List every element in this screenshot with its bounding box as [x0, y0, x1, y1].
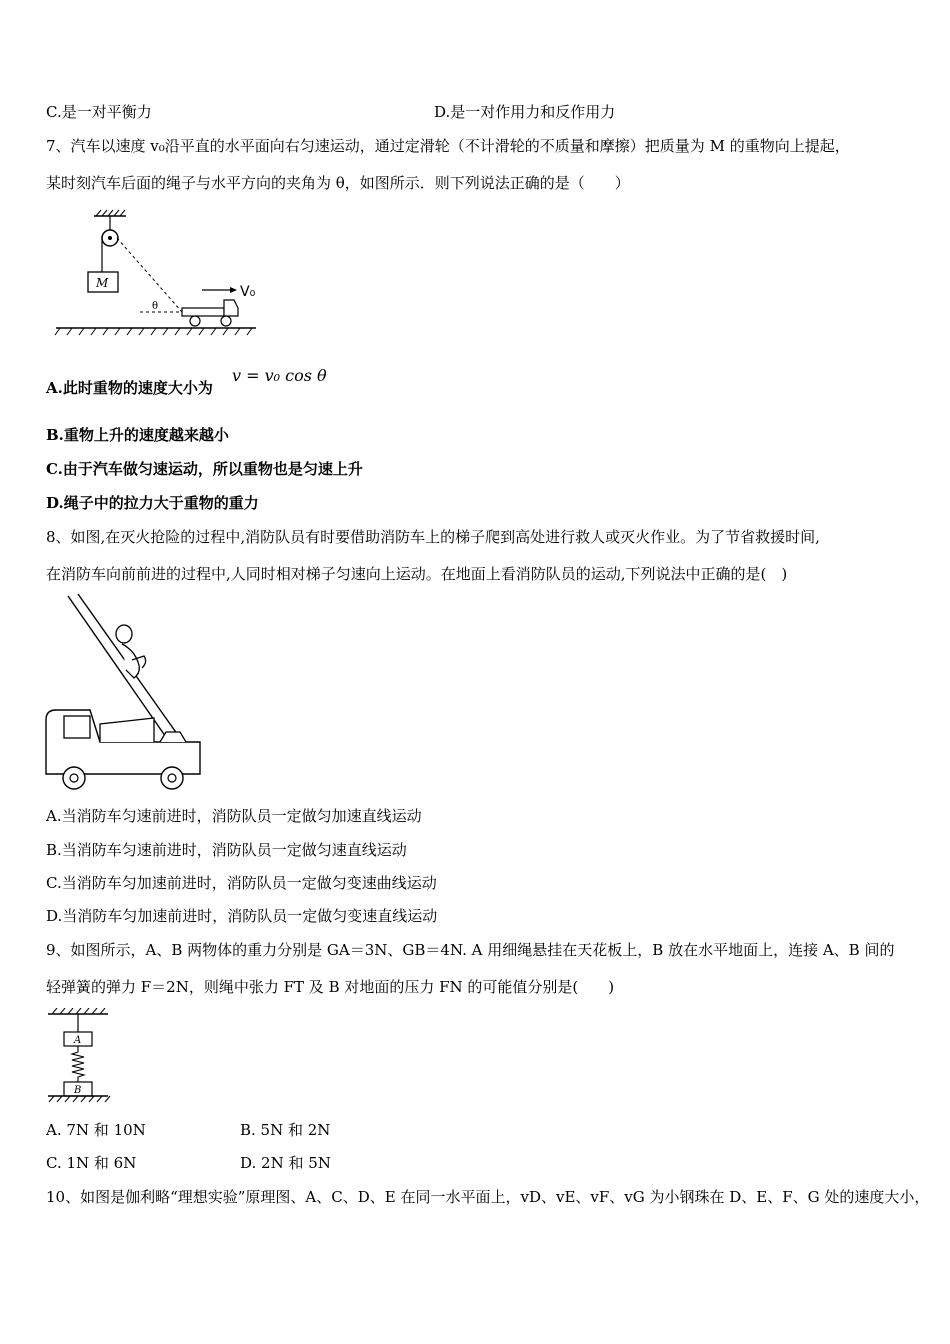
q7-option-d: D.绳子中的拉力大于重物的重力	[46, 494, 259, 512]
q7-mass-label: M	[96, 276, 109, 290]
q9-option-c: C. 1N 和 6N	[46, 1154, 137, 1172]
q8-fire-truck-figure	[42, 592, 208, 796]
q7-stem-line1: 7、汽车以速度 v₀沿平直的水平面向右匀速运动，通过定滑轮（不计滑轮的不质量和摩擦）把质量为 M 的重物向上提起，	[46, 137, 850, 155]
q7-stem-line2: 某时刻汽车后面的绳子与水平方向的夹角为 θ，如图所示．则下列说法正确的是（ ）	[46, 174, 630, 192]
q9-block-a-label: A	[74, 1035, 82, 1046]
q7-option-a: A.此时重物的速度大小为	[46, 379, 213, 397]
q8-stem-line2: 在消防车向前前进的过程中,人同时相对梯子匀速向上运动。在地面上看消防队员的运动,下列说法中正确的是( )	[46, 565, 788, 583]
q6-option-c: C.是一对平衡力	[46, 103, 152, 121]
q9-stem-line2: 轻弹簧的弹力 F＝2N，则绳中张力 FT 及 B 对地面的压力 FN 的可能值分别是( )	[46, 978, 615, 996]
q10-stem-line1: 10、如图是伽利略“理想实验”原理图、A、C、D、E 在同一水平面上，vD、vE、vF、vG 为小钢珠在 D、E、F、G 处的速度大小，	[46, 1188, 930, 1206]
q7-option-a-formula: v = v₀ cos θ	[232, 366, 327, 385]
q9-option-b: B. 5N 和 2N	[240, 1121, 331, 1139]
q9-option-d: D. 2N 和 5N	[240, 1154, 331, 1172]
q8-option-b: B.当消防车匀速前进时，消防队员一定做匀速直线运动	[46, 841, 407, 859]
q7-option-c: C.由于汽车做匀速运动，所以重物也是匀速上升	[46, 460, 363, 478]
q7-angle-label: θ	[152, 301, 159, 312]
q8-option-d: D.当消防车匀加速前进时，消防队员一定做匀变速直线运动	[46, 907, 438, 925]
q8-option-a: A.当消防车匀速前进时，消防队员一定做匀加速直线运动	[46, 807, 422, 825]
q9-option-a: A. 7N 和 10N	[46, 1121, 146, 1139]
q9-stem-line1: 9、如图所示，A、B 两物体的重力分别是 GA＝3N、GB＝4N. A 用细绳悬挂在天花板上，B 放在水平地面上，连接 A、B 间的	[46, 941, 895, 959]
q9-spring-figure	[44, 1008, 114, 1108]
q9-block-b-label: B	[74, 1085, 82, 1096]
q7-velocity-label: V₀	[240, 284, 256, 300]
q6-option-d: D.是一对作用力和反作用力	[434, 103, 616, 121]
q8-option-c: C.当消防车匀加速前进时，消防队员一定做匀变速曲线运动	[46, 874, 437, 892]
q7-option-b: B.重物上升的速度越来越小	[46, 426, 229, 444]
q7-pulley-figure	[54, 208, 264, 338]
q8-stem-line1: 8、如图,在灭火抢险的过程中,消防队员有时要借助消防车上的梯子爬到高处进行救人或灭火作业。为了节省救援时间,	[46, 528, 820, 546]
